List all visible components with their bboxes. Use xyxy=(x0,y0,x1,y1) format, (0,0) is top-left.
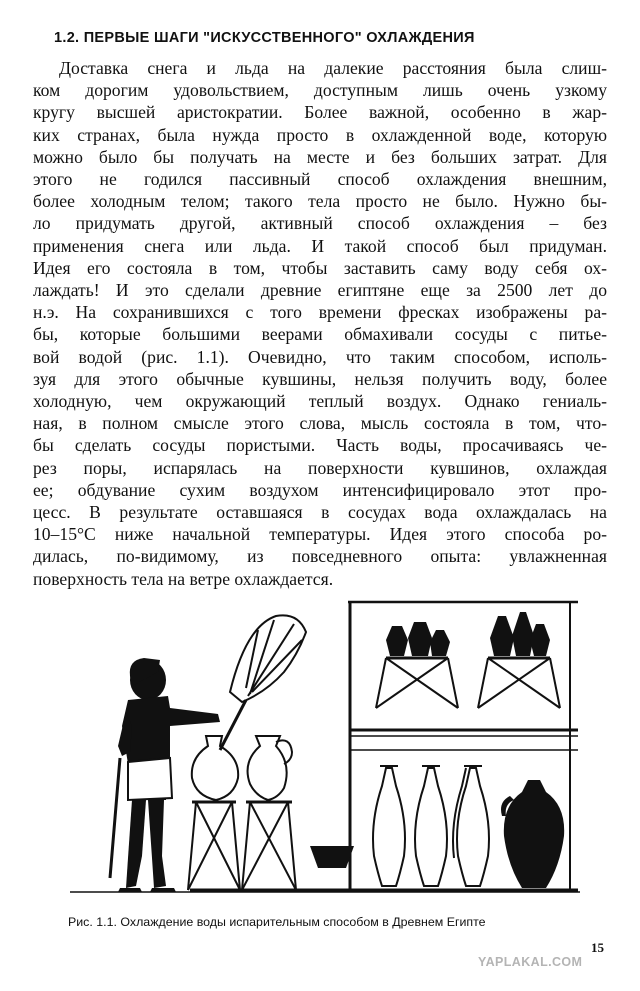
paragraph-line: вой водой (рис. 1.1). Очевидно, что таким способом, исполь- xyxy=(33,346,607,367)
paragraph-line: ких странах, была нужда просто в охлажденной воде, которую xyxy=(33,124,607,145)
figure-caption: Рис. 1.1. Охлаждение воды испарительным способом в Древнем Египте xyxy=(68,915,486,929)
watermark: YAPLAKAL.COM xyxy=(478,955,583,969)
paragraph-line: холодную, чем окружающий теплый воздух. Однако гениаль- xyxy=(33,391,607,412)
paragraph-line: дилась, по-видимому, из повседневного опыта: увлажненная xyxy=(33,546,607,567)
paragraph-line: рез поры, испарялась на поверхности кувшинов, охлаждая xyxy=(33,457,607,478)
paragraph-line: Доставка снега и льда на далекие расстояния была слиш- xyxy=(59,58,607,78)
figure-egyptian-cooling-fresco xyxy=(70,596,580,898)
paragraph-line: бы сделать сосуды пористыми. Часть воды, просачиваясь че- xyxy=(33,435,607,456)
paragraph-line: 10–15°С ниже начальной температуры. Идея этого способа ро- xyxy=(33,524,607,545)
paragraph-line: лаждать! И это сделали древние египтяне еще за 2500 лет до xyxy=(33,280,607,301)
paragraph-line: можно было бы получать на месте и без больших затрат. Для xyxy=(33,146,607,167)
paragraph-line: зуя для этого обычные кувшины, нельзя получить воду, более xyxy=(33,368,607,389)
paragraph-line: этого не годился пассивный способ охлаждения внешним, xyxy=(33,169,607,190)
page-number: 15 xyxy=(591,940,604,955)
paragraph-line: более холодным телом; такого тела просто не было. Нужно бы- xyxy=(33,191,607,212)
paragraph-line: поверхность тела на ветре охлаждается. xyxy=(33,568,334,589)
section-heading: 1.2. ПЕРВЫЕ ШАГИ "ИСКУССТВЕННОГО" ОХЛАЖДЕНИЯ xyxy=(54,30,475,46)
paragraph-line: Идея его состояла в том, чтобы заставить саму воду себя ох- xyxy=(33,257,607,278)
paragraph-line: ее; обдувание сухим воздухом интенсифицировало этот про- xyxy=(33,479,607,500)
body-paragraph xyxy=(33,57,607,590)
paragraph-line: ком дорогим удовольствием, доступным лишь очень узкому xyxy=(33,80,607,101)
paragraph-line: бы, которые большими веерами обмахивали сосуды с питье- xyxy=(33,324,607,345)
paragraph-line: ло придумать другой, активный способ охлаждения – без xyxy=(33,213,607,234)
paragraph-line: н.э. На сохранившихся с того времени фресках изображены ра- xyxy=(33,302,607,323)
paragraph-line: кругу высшей аристократии. Более важной, особенно в жар- xyxy=(33,102,607,123)
paragraph-line: цесс. В результате оставшаяся в сосудах вода охлаждалась на xyxy=(33,502,607,523)
paragraph-line: применения снега или льда. И такой способ был придуман. xyxy=(33,235,607,256)
paragraph-line: ная, в полном смысле этого слова, мысль состояла в том, что- xyxy=(33,413,607,434)
